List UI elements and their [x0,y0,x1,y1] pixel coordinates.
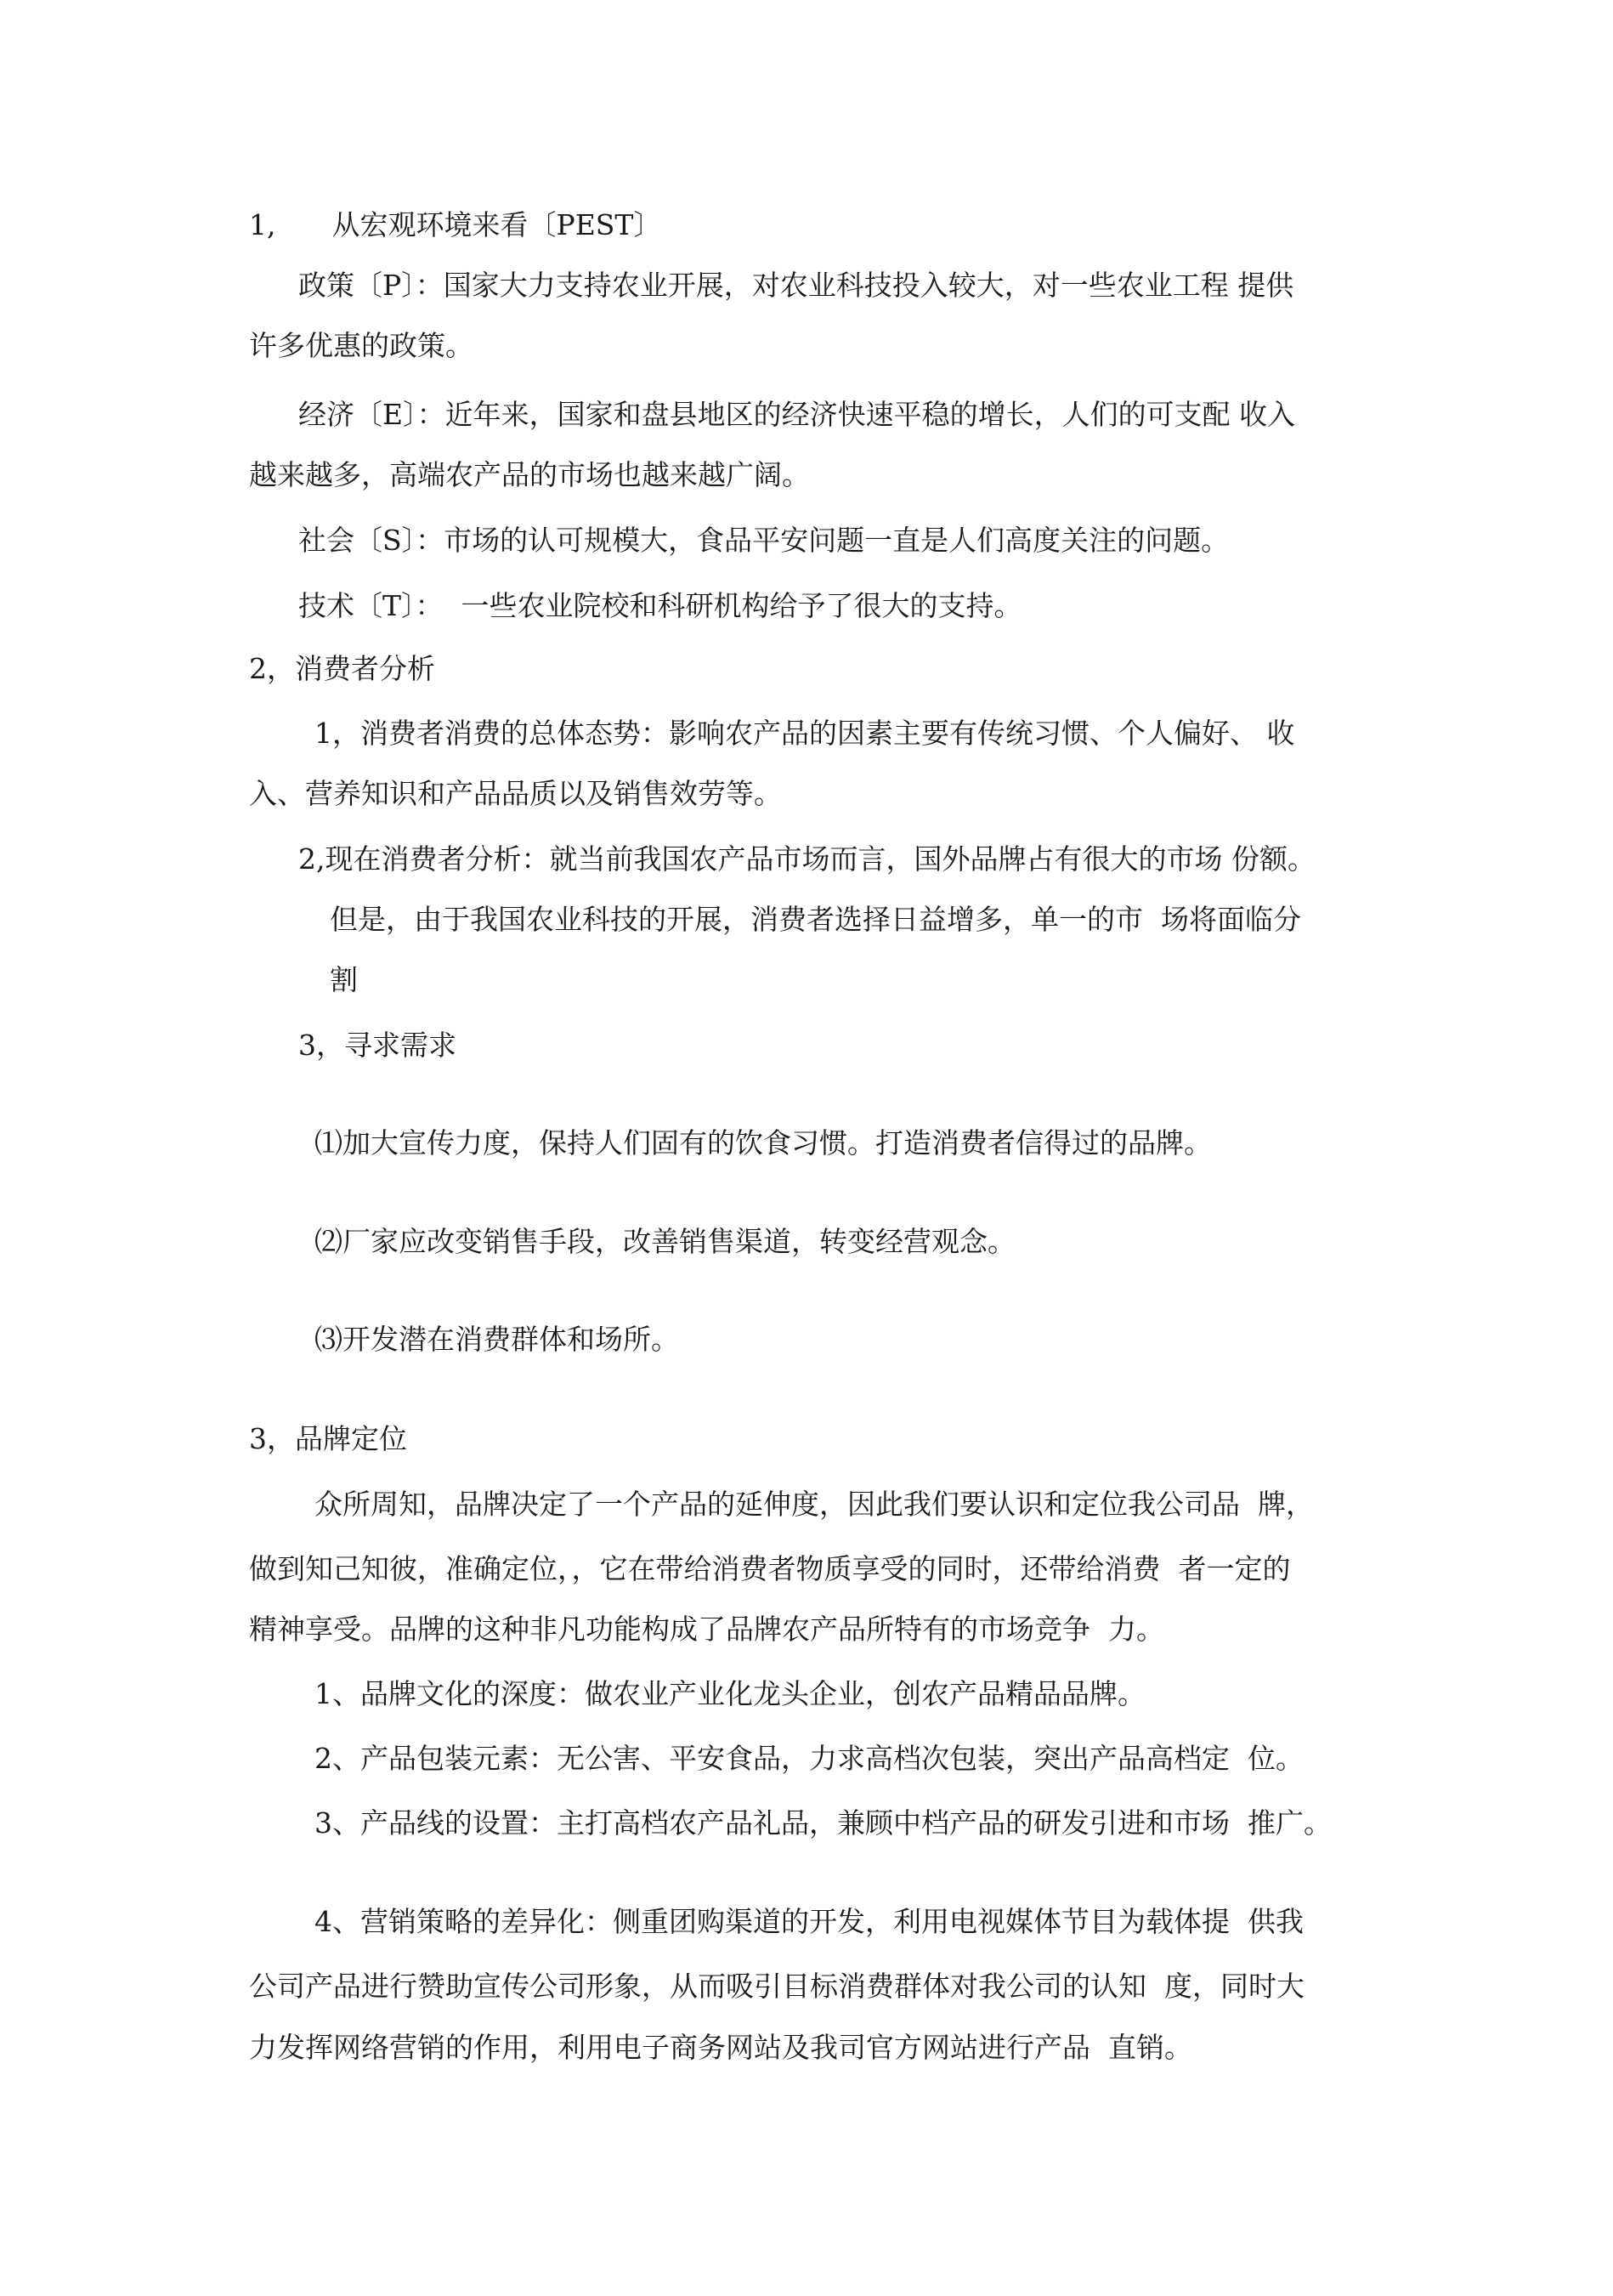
section-3-heading: 3，品牌定位 [249,1422,407,1455]
demand-item-3: ⑶开发潜在消费群体和场所。 [314,1323,679,1356]
brand-item-1: 1、品牌文化的深度：做农业产业化龙头企业，创农产品精品品牌。 [314,1677,1146,1710]
consumer-analysis-line-3: 割 [330,963,358,996]
demand-item-1: ⑴加大宣传力度，保持人们固有的饮食习惯。打造消费者信得过的品牌。 [314,1126,1212,1159]
brand-item-4-line-2: 公司产品进行赞助宣传公司形象，从而吸引目标消费群体对我公司的认知 度，同时大 [249,1970,1305,2003]
policy-line-1: 政策〔P〕：国家大力支持农业开展，对农业科技投入较大，对一些农业工程 提供 [298,269,1294,302]
economy-line-1: 经济〔E〕：近年来，国家和盘县地区的经济快速平稳的增长，人们的可支配 收入 [298,398,1296,431]
section-1-heading: 1, 从宏观环境来看〔PEST〕 [249,208,662,241]
brand-intro-line-3: 精神享受。品牌的这种非凡功能构成了品牌农产品所特有的市场竞争 力。 [249,1613,1164,1646]
social-line: 社会〔S〕：市场的认可规模大，食品平安问题一直是人们高度关注的问题。 [298,524,1230,557]
tech-line: 技术〔T〕： 一些农业院校和科研机构给予了很大的支持。 [298,589,1022,622]
brand-item-4-line-1: 4、营销策略的差异化：侧重团购渠道的开发，利用电视媒体节目为载体提 供我 [314,1905,1304,1938]
consumer-trend-line-1: 1，消费者消费的总体态势：影响农产品的因素主要有传统习惯、个人偏好、 收 [314,717,1295,750]
demand-item-2: ⑵厂家应改变销售手段，改善销售渠道，转变经营观念。 [314,1225,1016,1258]
brand-item-3: 3、产品线的设置：主打高档农产品礼品，兼顾中档产品的研发引进和市场 推广。 [314,1806,1332,1840]
economy-line-2: 越来越多，高端农产品的市场也越来越广阔。 [249,458,810,491]
consumer-analysis-line-1: 2,现在消费者分析：就当前我国农产品市场而言，国外品牌占有很大的市场 份额。 [298,842,1316,876]
brand-intro-line-1: 众所周知，品牌决定了一个产品的延伸度，因此我们要认识和定位我公司品 牌， [314,1488,1314,1521]
consumer-analysis-line-2: 但是，由于我国农业科技的开展，消费者选择日益增多，单一的市 场将面临分 [330,903,1301,936]
brand-item-4-line-3: 力发挥网络营销的作用，利用电子商务网站及我司官方网站进行产品 直销。 [249,2031,1192,2064]
demand-heading: 3，寻求需求 [298,1029,456,1062]
consumer-trend-line-2: 入、营养知识和产品品质以及销售效劳等。 [249,777,782,810]
brand-item-2: 2、产品包装元素：无公害、平安食品，力求高档次包装，突出产品高档定 位。 [314,1742,1304,1775]
brand-intro-line-2: 做到知己知彼，准确定位，，它在带给消费者物质享受的同时，还带给消费 者一定的 [249,1552,1291,1585]
policy-line-2: 许多优惠的政策。 [249,329,473,362]
section-2-heading: 2，消费者分析 [249,652,435,685]
